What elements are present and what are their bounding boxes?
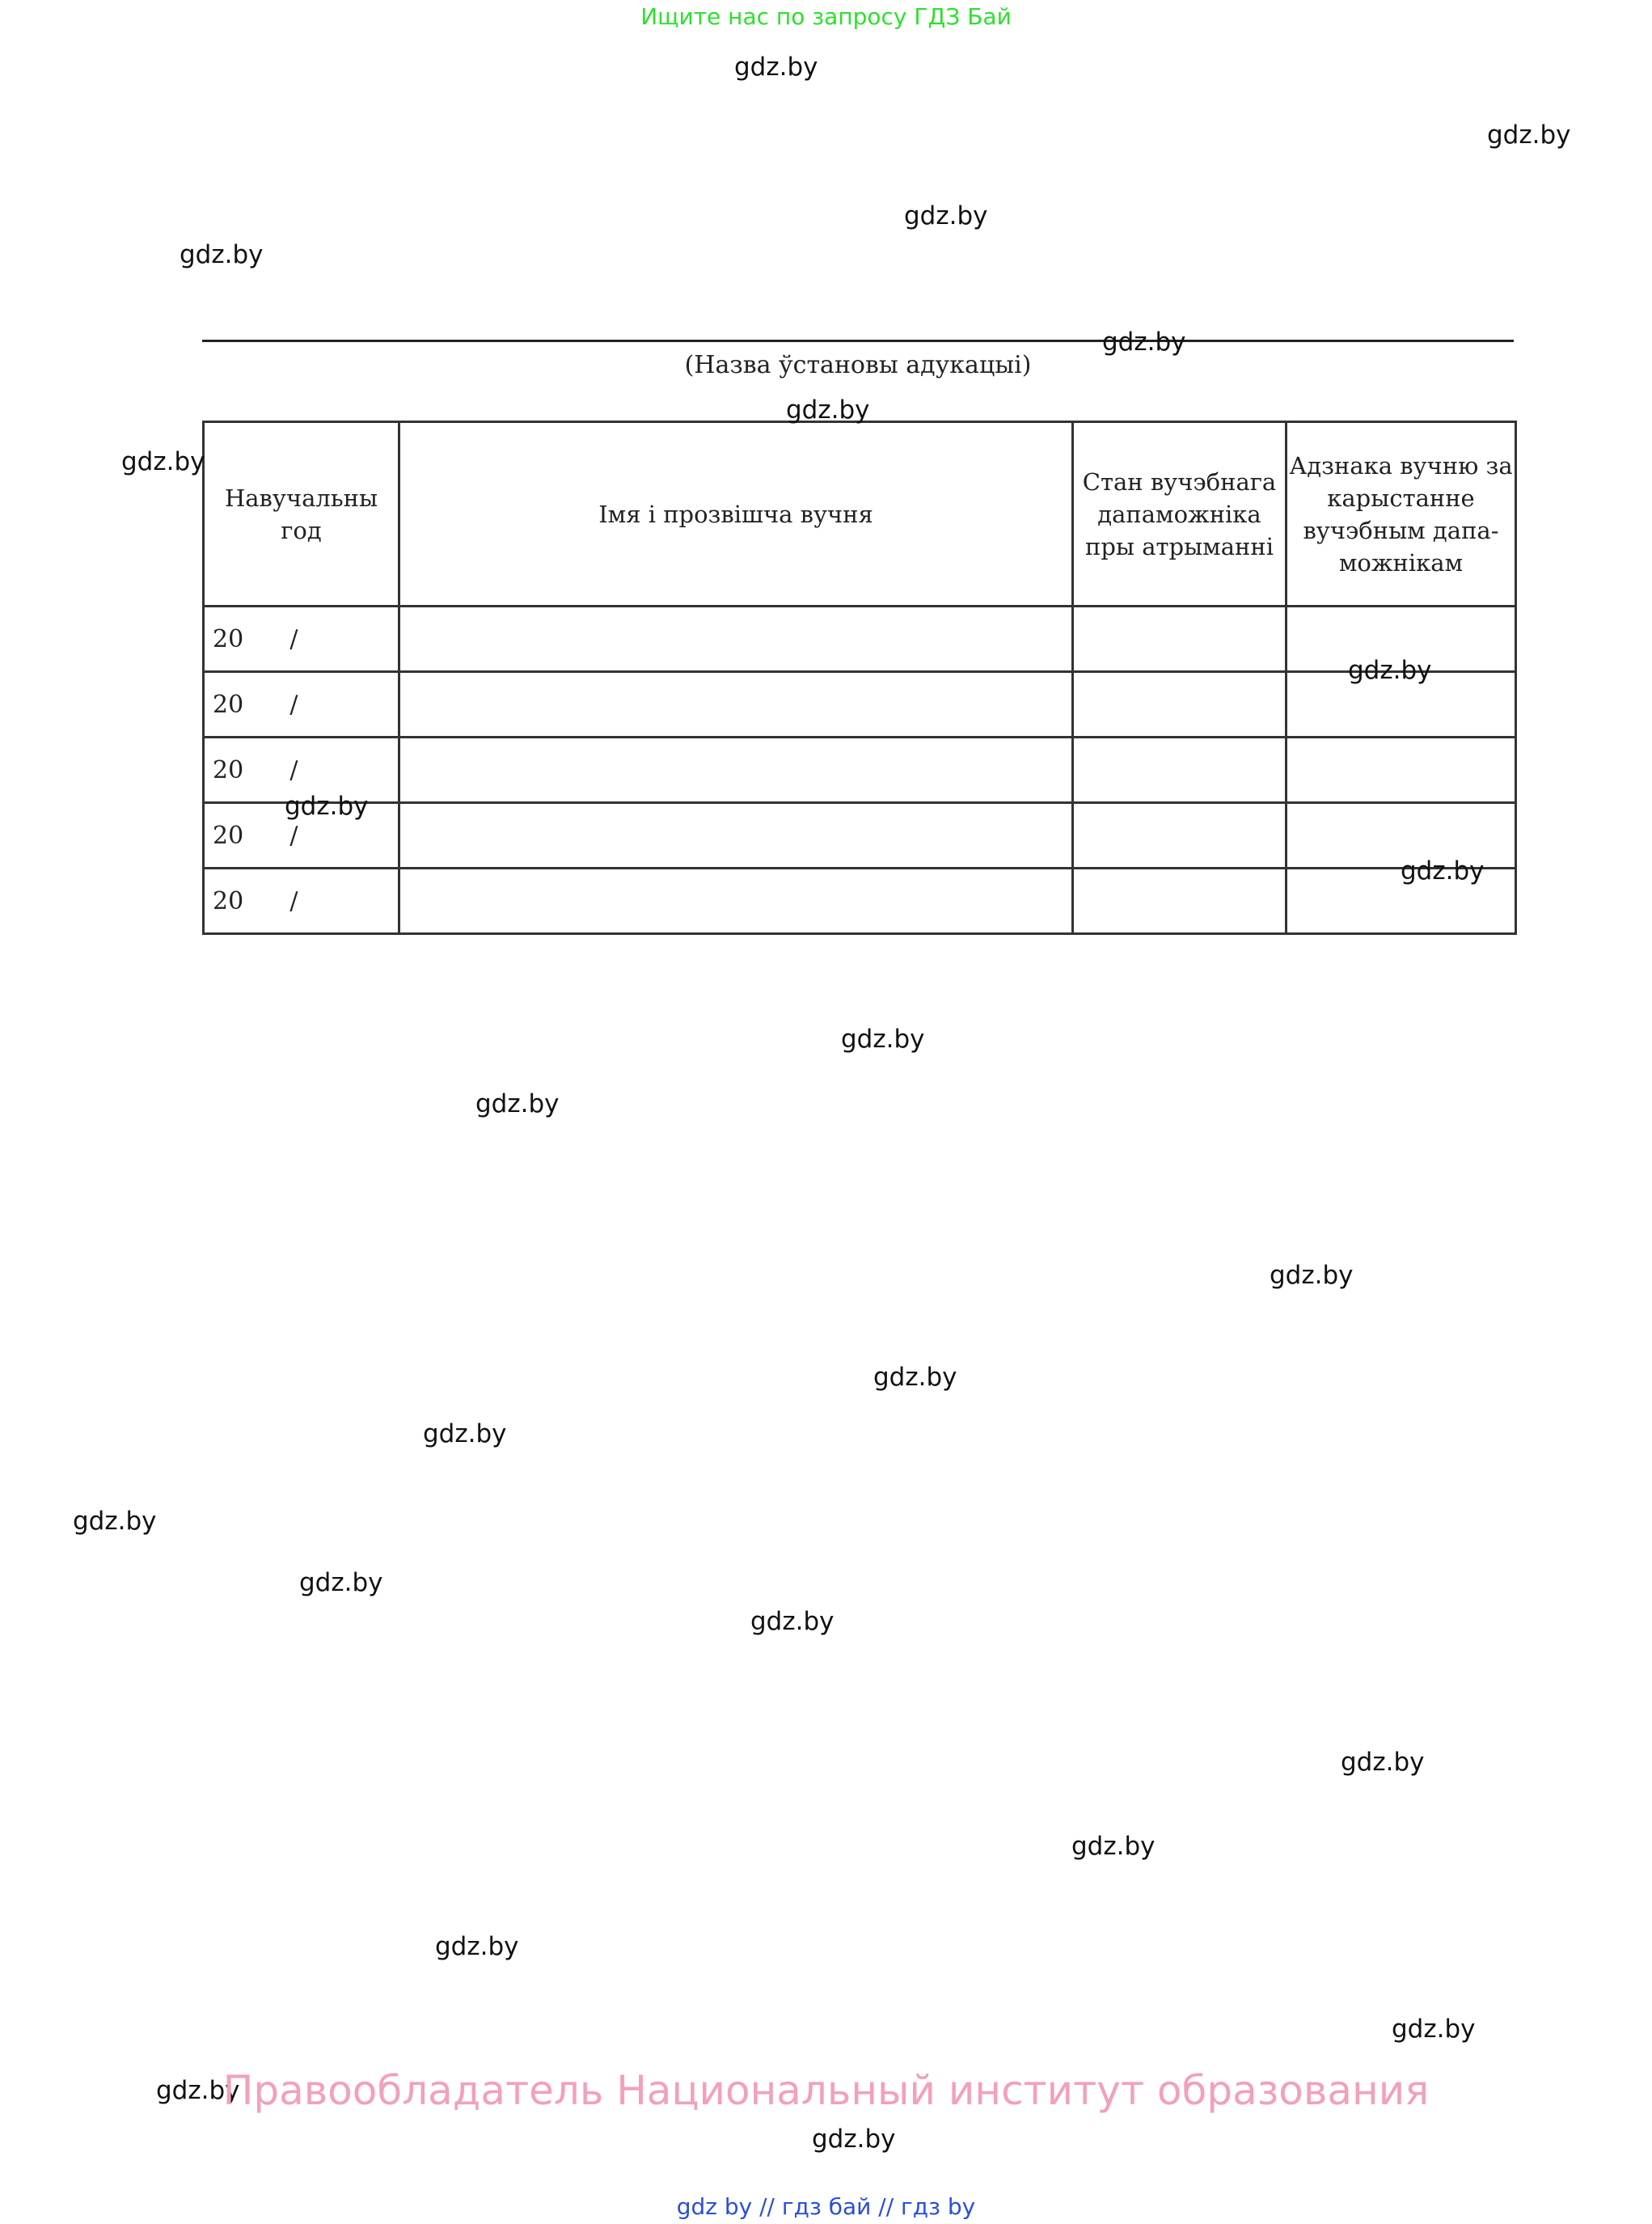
- condition-cell: [1073, 672, 1287, 738]
- watermark: gdz.by: [734, 53, 818, 82]
- name-cell: [399, 738, 1073, 803]
- watermark: gdz.by: [1341, 1748, 1425, 1777]
- table-row: [204, 803, 1516, 869]
- watermark: gdz.by: [841, 1025, 925, 1054]
- year-cell: 20 /: [204, 738, 399, 803]
- grade-cell: [1287, 738, 1516, 803]
- watermark: gdz.by: [873, 1363, 957, 1392]
- condition-cell: [1073, 738, 1287, 803]
- table-row: [204, 869, 1516, 934]
- condition-cell: [1073, 869, 1287, 934]
- watermark: gdz.by: [1348, 656, 1432, 685]
- header-student-name: Імя і прозвішча вучня: [399, 422, 1073, 607]
- institution-caption: (Назва ўстановы адукацыі): [684, 351, 1032, 379]
- condition-cell: [1073, 803, 1287, 869]
- copyright-notice: Правообладатель Национальный институт образования: [222, 2067, 1430, 2114]
- watermark: gdz.by: [121, 447, 205, 476]
- watermark: gdz.by: [750, 1607, 834, 1636]
- table-row: [204, 607, 1516, 672]
- header-grade-for-use: Адзнака вучню за карыстанне вучэбным дапаможнікам: [1287, 422, 1516, 607]
- watermark: gdz.by: [1102, 328, 1186, 357]
- watermark: gdz.by: [1071, 1832, 1156, 1861]
- year-cell: 20 /: [204, 607, 399, 672]
- watermark: gdz.by: [904, 201, 988, 230]
- watermark: gdz.by: [156, 2076, 240, 2105]
- header-condition-received: Стан вучэбнага дапаможніка пры атрыманні: [1073, 422, 1287, 607]
- year-cell: 20 /: [204, 803, 399, 869]
- table-row: [204, 738, 1516, 803]
- textbook-record-table: [202, 421, 1517, 935]
- watermark: gdz.by: [423, 1419, 507, 1448]
- name-cell: [399, 869, 1073, 934]
- header-school-year: Навучальны год: [204, 422, 399, 607]
- watermark: gdz.by: [73, 1507, 157, 1536]
- watermark: gdz.by: [435, 1932, 519, 1961]
- name-cell: [399, 607, 1073, 672]
- name-cell: [399, 803, 1073, 869]
- watermark: gdz.by: [812, 2125, 896, 2154]
- name-cell: [399, 672, 1073, 738]
- watermark: gdz.by: [1270, 1261, 1354, 1290]
- watermark: gdz.by: [475, 1089, 560, 1118]
- table-header-row: [204, 422, 1516, 607]
- watermark: gdz.by: [285, 792, 369, 821]
- watermark: gdz.by: [1392, 2015, 1476, 2044]
- institution-name-line: [202, 340, 1514, 342]
- table-row: [204, 672, 1516, 738]
- condition-cell: [1073, 607, 1287, 672]
- watermark: gdz.by: [299, 1568, 383, 1597]
- watermark: gdz.by: [786, 395, 870, 425]
- year-cell: 20 /: [204, 672, 399, 738]
- footer-links[interactable]: gdz by // гдз бай // гдз by: [676, 2193, 976, 2220]
- top-banner[interactable]: Ищите нас по запросу ГДЗ Бай: [640, 3, 1012, 30]
- watermark: gdz.by: [180, 240, 264, 269]
- watermark: gdz.by: [1487, 121, 1571, 150]
- watermark: gdz.by: [1401, 856, 1485, 886]
- year-cell: 20 /: [204, 869, 399, 934]
